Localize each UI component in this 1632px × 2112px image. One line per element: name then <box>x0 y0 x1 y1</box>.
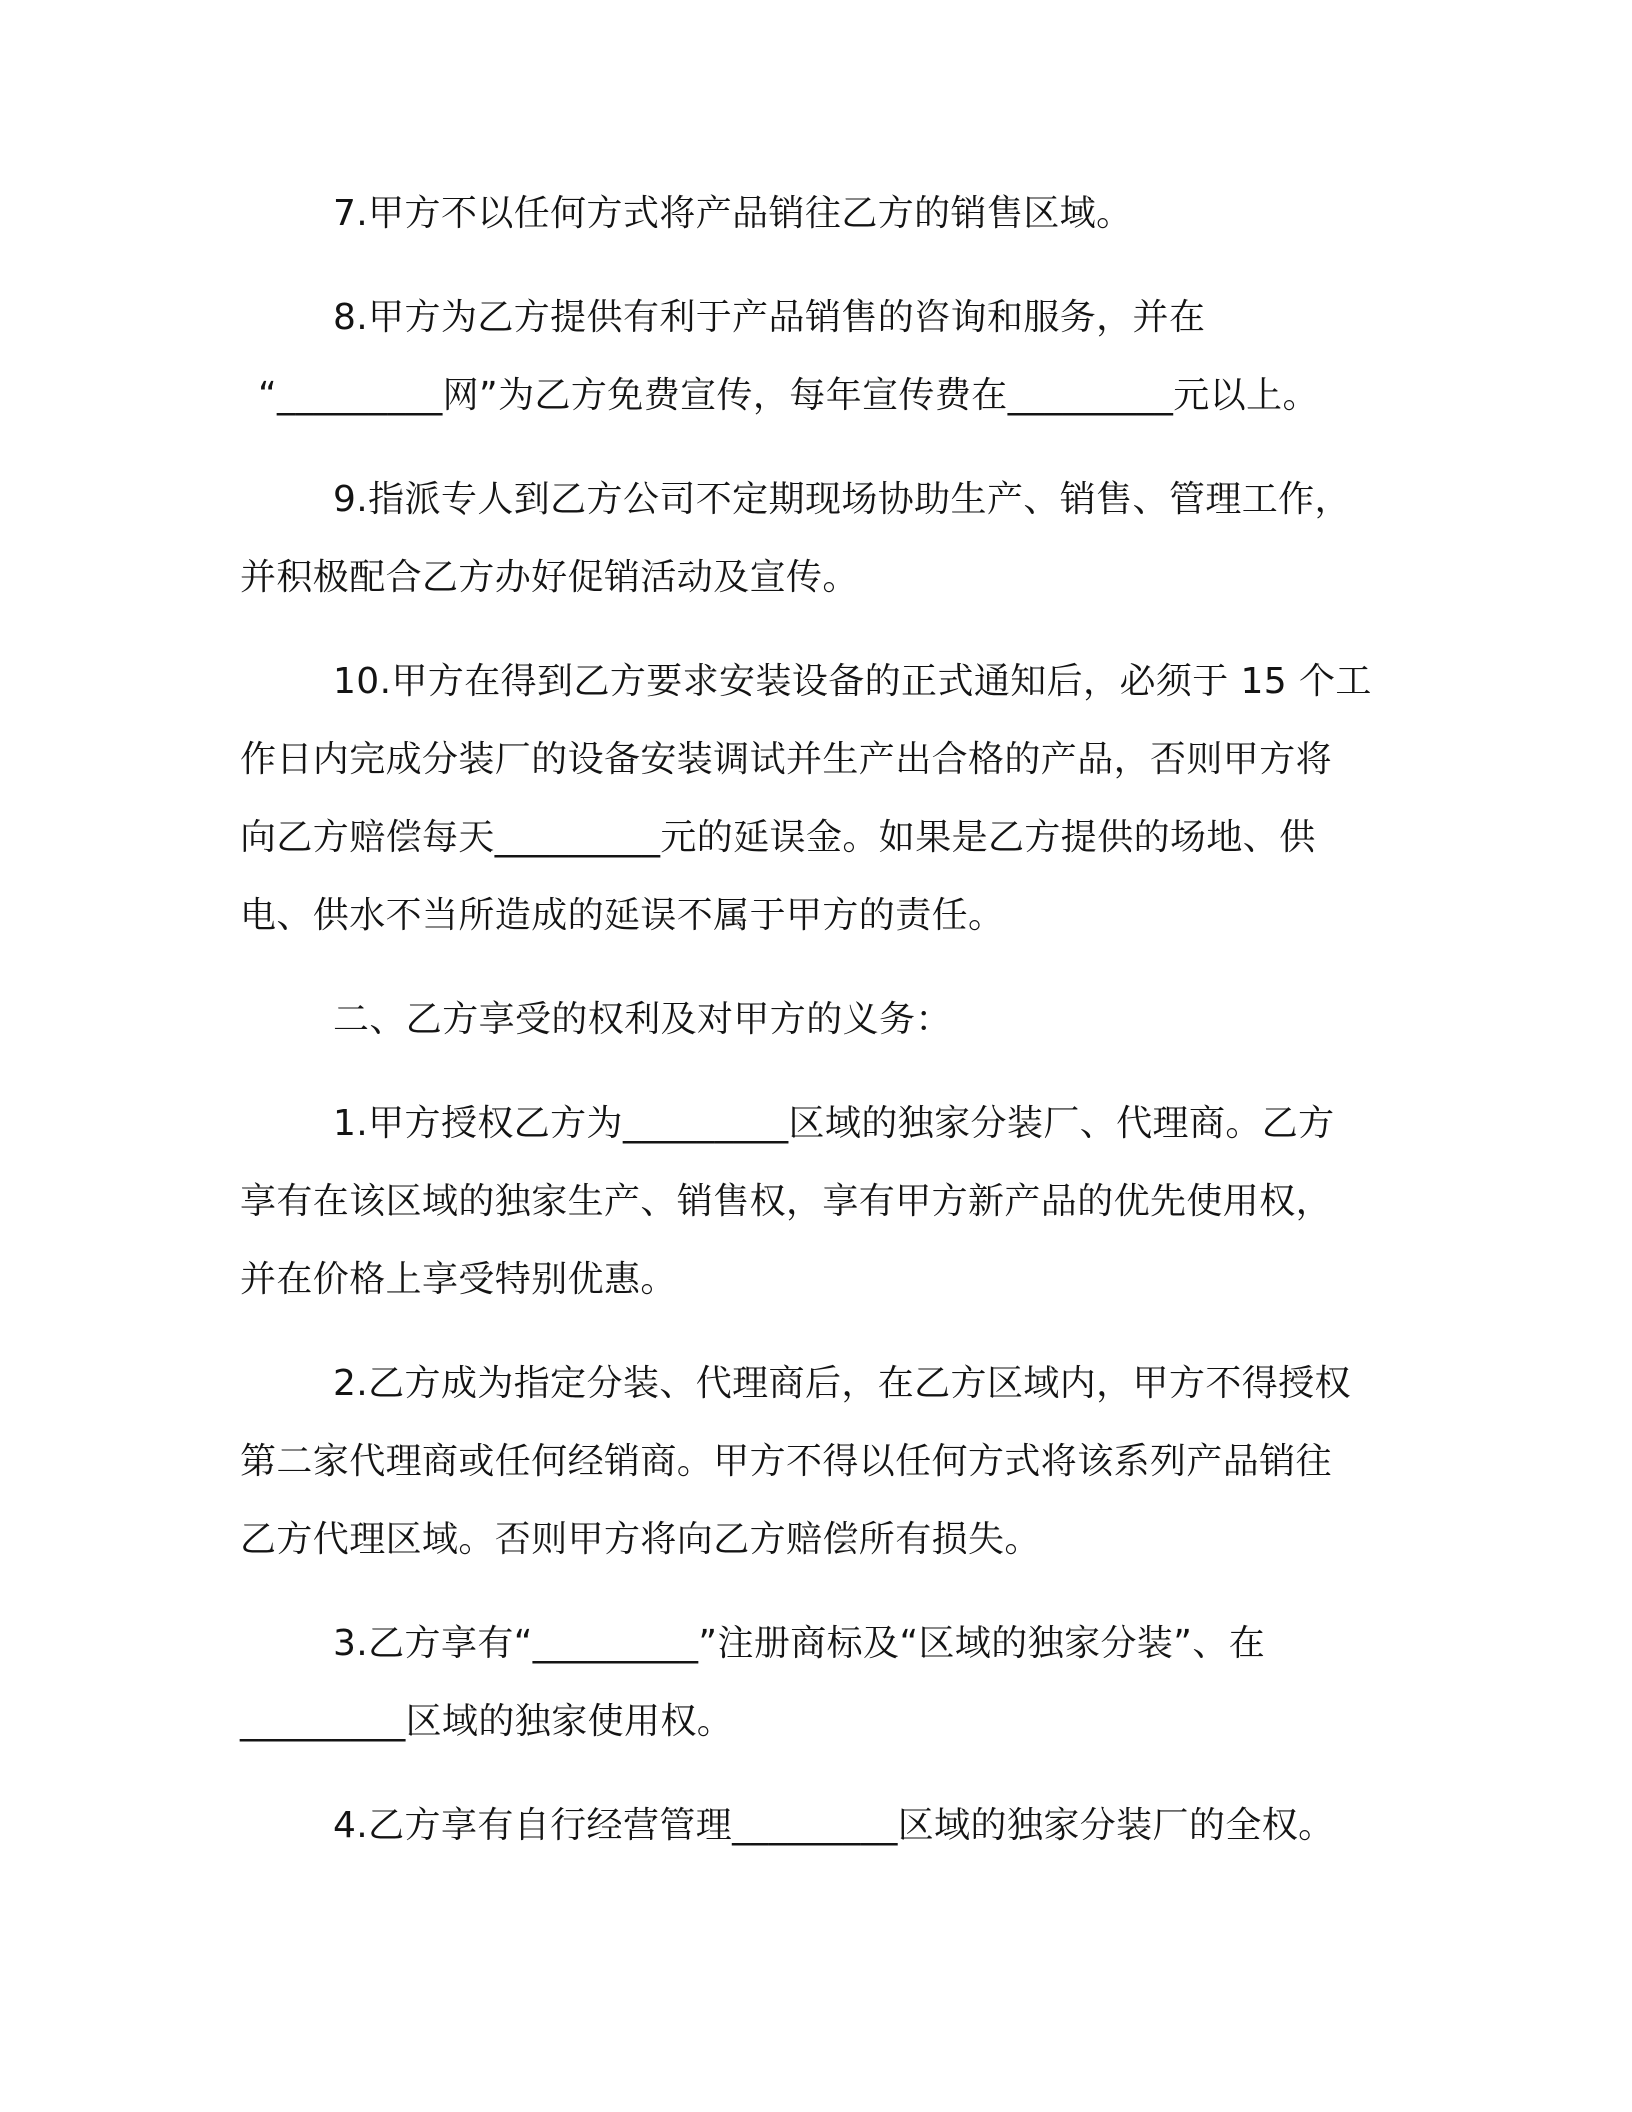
clause-7-line: 7.甲方不以任何方式将产品销往乙方的销售区域。 <box>333 193 1133 234</box>
section-2-clause-2-line-2: 第二家代理商或任何经销商。甲方不得以任何方式将该系列产品销往 <box>240 1441 1333 1482</box>
clause-10-line-1: 10.甲方在得到乙方要求安装设备的正式通知后，必须于 15 个工 <box>333 661 1372 702</box>
section-2-clause-2-line-1: 2.乙方成为指定分装、代理商后，在乙方区域内，甲方不得授权 <box>333 1363 1351 1404</box>
clause-9-line-1: 9.指派专人到乙方公司不定期现场协助生产、销售、管理工作， <box>333 479 1351 520</box>
clause-10-line-4: 电、供水不当所造成的延误不属于甲方的责任。 <box>240 895 1005 936</box>
clause-8-line-1: 8.甲方为乙方提供有利于产品销售的咨询和服务，并在 <box>333 297 1206 338</box>
section-2-clause-1-line-2: 享有在该区域的独家生产、销售权，享有甲方新产品的优先使用权， <box>240 1181 1333 1222</box>
section-2-clause-3-line-2: _________区域的独家使用权。 <box>240 1701 734 1742</box>
section-2-clause-2-line-3: 乙方代理区域。否则甲方将向乙方赔偿所有损失。 <box>240 1519 1041 1560</box>
clause-9-line-2: 并积极配合乙方办好促销活动及宣传。 <box>240 557 859 598</box>
clause-10-line-2: 作日内完成分装厂的设备安装调试并生产出合格的产品，否则甲方将 <box>240 739 1333 780</box>
section-2-clause-4-line-1: 4.乙方享有自行经营管理_________区域的独家分装厂的全权。 <box>333 1805 1335 1846</box>
section-2-clause-1-line-1: 1.甲方授权乙方为_________区域的独家分装厂、代理商。乙方 <box>333 1103 1335 1144</box>
clause-8-line-2: “_________网”为乙方免费宣传，每年宣传费在_________元以上。 <box>258 375 1319 416</box>
clause-10-line-3: 向乙方赔偿每天_________元的延误金。如果是乙方提供的场地、供 <box>240 817 1316 858</box>
section-2-clause-1-line-3: 并在价格上享受特别优惠。 <box>240 1259 677 1300</box>
section-2-clause-3-line-1: 3.乙方享有“_________”注册商标及“区域的独家分装”、在 <box>333 1623 1266 1664</box>
section-2-heading: 二、乙方享受的权利及对甲方的义务： <box>333 999 952 1040</box>
